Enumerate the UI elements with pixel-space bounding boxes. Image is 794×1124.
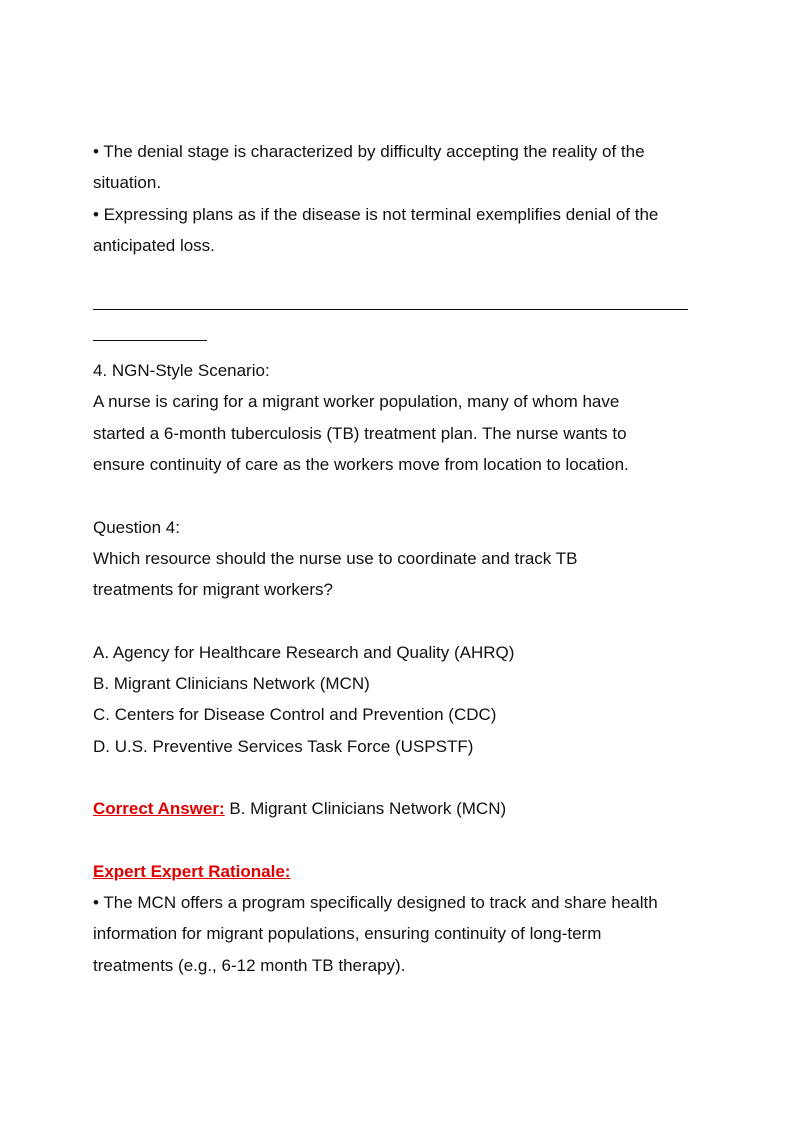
option-c: C. Centers for Disease Control and Prevention (CDC) <box>93 705 497 725</box>
question-line: treatments for migrant workers? <box>93 580 333 600</box>
scenario-line: ensure continuity of care as the workers move from location to location. <box>93 454 629 474</box>
prev-rationale-line: situation. <box>93 173 162 193</box>
correct-answer-value: B. Migrant Clinicians Network (MCN) <box>224 799 507 819</box>
question-label: Question 4: <box>93 517 180 537</box>
separator-line <box>93 278 688 309</box>
rationale-line: • The MCN offers a program specifically designed to track and share health <box>93 893 658 913</box>
rationale-line: treatments (e.g., 6-12 month TB therapy). <box>93 955 406 975</box>
correct-answer <box>93 793 693 824</box>
option-b: B. Migrant Clinicians Network (MCN) <box>93 674 370 694</box>
option-a: A. Agency for Healthcare Research and Quality (AHRQ) <box>93 642 515 662</box>
question-line: Which resource should the nurse use to coordinate and track TB <box>93 548 578 568</box>
scenario-line: started a 6-month tuberculosis (TB) treatment plan. The nurse wants to <box>93 423 627 443</box>
prev-rationale-line: anticipated loss. <box>93 235 215 255</box>
document-page <box>93 136 693 981</box>
rationale-line: information for migrant populations, ensuring continuity of long-term <box>93 924 602 944</box>
rationale-label: Expert Expert Rationale: <box>93 861 291 881</box>
prev-rationale-line: • The denial stage is characterized by difficulty accepting the reality of the <box>93 142 645 161</box>
scenario-heading: 4. NGN-Style Scenario: <box>93 361 270 381</box>
scenario-line: A nurse is caring for a migrant worker population, many of whom have <box>93 392 620 412</box>
separator-line-short <box>93 310 207 341</box>
option-d: D. U.S. Preventive Services Task Force (USPSTF) <box>93 736 474 756</box>
prev-rationale-line: • Expressing plans as if the disease is not terminal exemplifies denial of the <box>93 204 659 224</box>
correct-answer-label: Correct Answer: <box>93 799 225 819</box>
